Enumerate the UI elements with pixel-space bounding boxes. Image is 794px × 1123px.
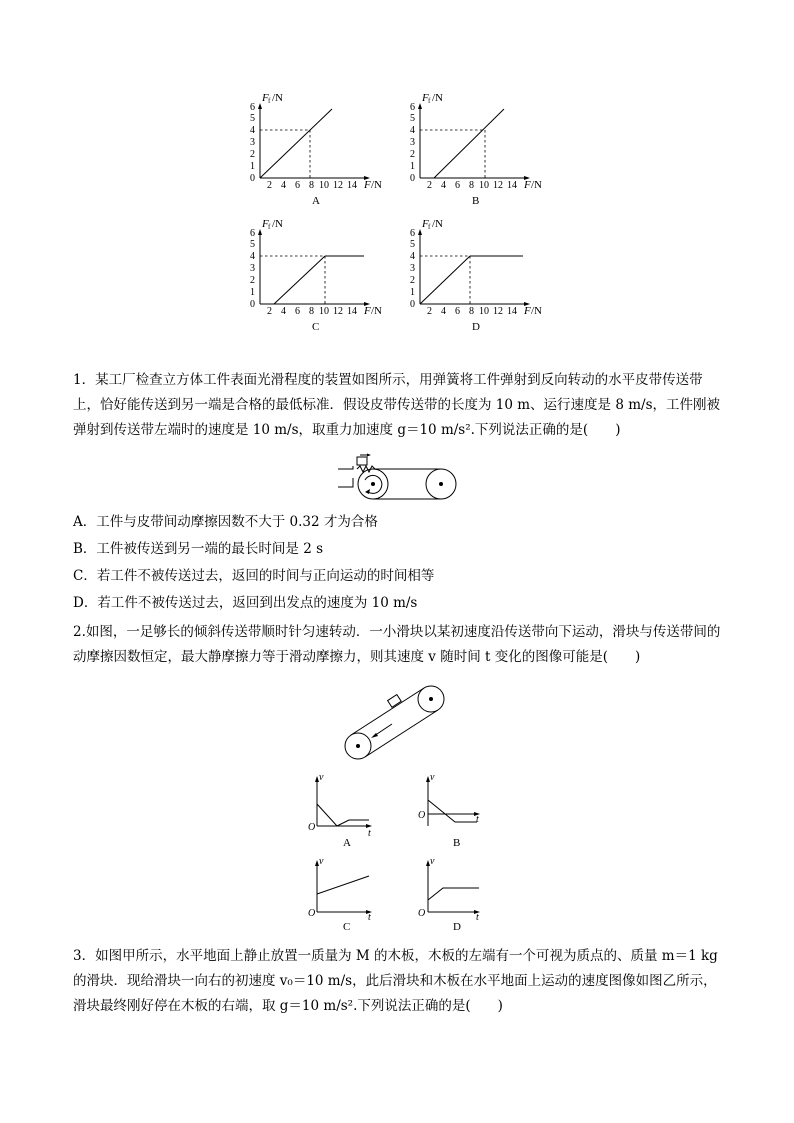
x-axis-unit: /N (531, 179, 542, 191)
t-axis-label: t (476, 814, 479, 825)
y-tick: 3 (250, 263, 255, 274)
y-tick: 5 (250, 113, 255, 124)
q1-option-a: A．工件与皮带间动摩擦因数不大于 0.32 才为合格 (73, 514, 378, 530)
x-tick: 8 (309, 180, 314, 191)
vt-graph-b (413, 770, 488, 852)
y-tick: 4 (250, 125, 255, 136)
x-axis-label: F (364, 179, 371, 191)
y-axis-unit: /N (432, 92, 443, 104)
y-tick: 2 (250, 149, 255, 160)
x-tick: 2 (427, 180, 432, 191)
graph-label: A (343, 837, 351, 849)
y-axis-unit: /N (432, 218, 443, 230)
x-tick: 2 (427, 306, 432, 317)
y-tick: 1 (410, 287, 415, 298)
inclined-belt-diagram (335, 682, 455, 764)
x-tick: 10 (319, 306, 329, 317)
y-tick: 0 (250, 299, 255, 310)
x-tick: 4 (281, 180, 286, 191)
x-tick: 12 (333, 180, 343, 191)
x-tick: 14 (347, 180, 357, 191)
x-tick: 4 (441, 306, 446, 317)
origin-label: O (308, 822, 316, 833)
x-tick: 8 (309, 306, 314, 317)
q1-option-c: C．若工件不被传送过去，返回的时间与正向运动的时间相等 (73, 568, 435, 584)
x-tick: 4 (281, 306, 286, 317)
origin-label: O (418, 908, 426, 919)
x-tick: 10 (479, 306, 489, 317)
y-tick: 4 (410, 125, 415, 136)
q3-stem: 3．如图甲所示，水平地面上静止放置一质量为 M 的木板，木板的左端有一个可视为质点的、质量 m＝1 kg 的滑块．现给滑块一向右的初速度 v₀＝10 m/s，此后滑块和木板在水平地面上运动的速度图像如图乙所示，滑块最终刚好停在木板的右端，取 g＝10 m/s².下列说法正确的是( ) (73, 948, 718, 1014)
vt-graph-d (413, 852, 488, 934)
graph-label: C (312, 321, 320, 333)
origin-label: O (308, 908, 316, 919)
y-tick: 1 (250, 161, 255, 172)
x-tick: 6 (295, 180, 300, 191)
y-tick: 6 (250, 228, 255, 239)
y-tick: 6 (410, 228, 415, 239)
x-tick: 10 (479, 180, 489, 191)
v-axis-label: v (430, 772, 435, 783)
y-axis-label: F (422, 218, 429, 230)
x-tick: 12 (493, 180, 503, 191)
origin-label: O (418, 810, 426, 821)
x-tick: 6 (455, 180, 460, 191)
x-axis-unit: /N (371, 179, 382, 191)
x-tick: 6 (295, 306, 300, 317)
x-axis-label: F (364, 305, 371, 317)
graph-b (400, 88, 545, 210)
graph-a (240, 88, 385, 210)
y-tick: 5 (410, 113, 415, 124)
x-tick: 12 (333, 306, 343, 317)
v-axis-label: v (319, 772, 324, 783)
y-tick: 3 (250, 137, 255, 148)
y-tick: 5 (410, 239, 415, 250)
y-tick: 0 (250, 173, 255, 184)
y-tick: 4 (250, 251, 255, 262)
vt-graph-c (305, 852, 380, 934)
y-axis-label-sub: f (268, 97, 271, 105)
q1-stem: 1．某工厂检查立方体工件表面光滑程度的装置如图所示，用弹簧将工件弹射到反向转动的水平皮带传送带上，恰好能传送到另一端是合格的最低标准．假设皮带传送带的长度为 10 m、运行速度是 8 m/s，工件刚被弹射到传送带左端时的速度是 10 m/s，取重力加速度 g＝10 m/s².下列说法正确的是( ) (73, 372, 721, 438)
t-axis-label: t (476, 912, 479, 923)
x-axis-label: F (524, 305, 531, 317)
x-tick: 14 (507, 306, 517, 317)
x-tick: 2 (267, 180, 272, 191)
x-tick: 4 (441, 180, 446, 191)
x-tick: 14 (507, 180, 517, 191)
y-axis-label-sub: f (428, 97, 431, 105)
graph-label: D (453, 921, 461, 933)
y-tick: 2 (410, 275, 415, 286)
y-axis-label-sub: f (428, 223, 431, 231)
x-axis-unit: /N (531, 305, 542, 317)
v-axis-label: v (319, 856, 324, 867)
y-tick: 6 (250, 102, 255, 113)
vt-graph-a (305, 770, 380, 852)
graph-label: A (312, 195, 320, 207)
x-tick: 6 (455, 306, 460, 317)
t-axis-label: t (368, 912, 371, 923)
y-tick: 2 (410, 149, 415, 160)
y-axis-label: F (262, 92, 269, 104)
y-tick: 1 (410, 161, 415, 172)
x-tick: 2 (267, 306, 272, 317)
y-axis-label: F (262, 218, 269, 230)
graph-c (240, 214, 385, 336)
x-tick: 10 (319, 180, 329, 191)
y-axis-unit: /N (272, 92, 283, 104)
graph-label: C (343, 921, 351, 933)
y-tick: 5 (250, 239, 255, 250)
x-tick: 14 (347, 306, 357, 317)
q1-option-b: B．工件被传送到另一端的最长时间是 2 s (73, 541, 324, 557)
x-tick: 12 (493, 306, 503, 317)
slider-block (388, 695, 402, 708)
y-tick: 2 (250, 275, 255, 286)
y-tick: 3 (410, 263, 415, 274)
y-tick: 1 (250, 287, 255, 298)
y-tick: 0 (410, 173, 415, 184)
y-tick: 4 (410, 251, 415, 262)
y-tick: 0 (410, 299, 415, 310)
y-tick: 3 (410, 137, 415, 148)
y-axis-label-sub: f (268, 223, 271, 231)
x-tick: 8 (469, 180, 474, 191)
y-axis-unit: /N (272, 218, 283, 230)
graph-label: D (472, 321, 480, 333)
graph-label: B (472, 195, 480, 207)
graph-d (400, 214, 545, 336)
x-axis-label: F (524, 179, 531, 191)
q1-option-d: D．若工件不被传送过去，返回到出发点的速度为 10 m/s (73, 595, 418, 611)
conveyor-belt-diagram (335, 452, 465, 504)
x-axis-unit: /N (371, 305, 382, 317)
t-axis-label: t (368, 828, 371, 839)
graph-label: B (453, 837, 461, 849)
y-tick: 6 (410, 102, 415, 113)
x-tick: 8 (469, 306, 474, 317)
workpiece-block (357, 457, 367, 465)
y-axis-label: F (422, 92, 429, 104)
q2-stem: 2.如图，一足够长的倾斜传送带顺时针匀速转动．一小滑块以某初速度沿传送带向下运动，滑块与传送带间的动摩擦因数恒定，最大静摩擦力等于滑动摩擦力，则其速度 v 随时间 t 变化的图像可能是( ) (73, 624, 721, 665)
v-axis-label: v (430, 856, 435, 867)
